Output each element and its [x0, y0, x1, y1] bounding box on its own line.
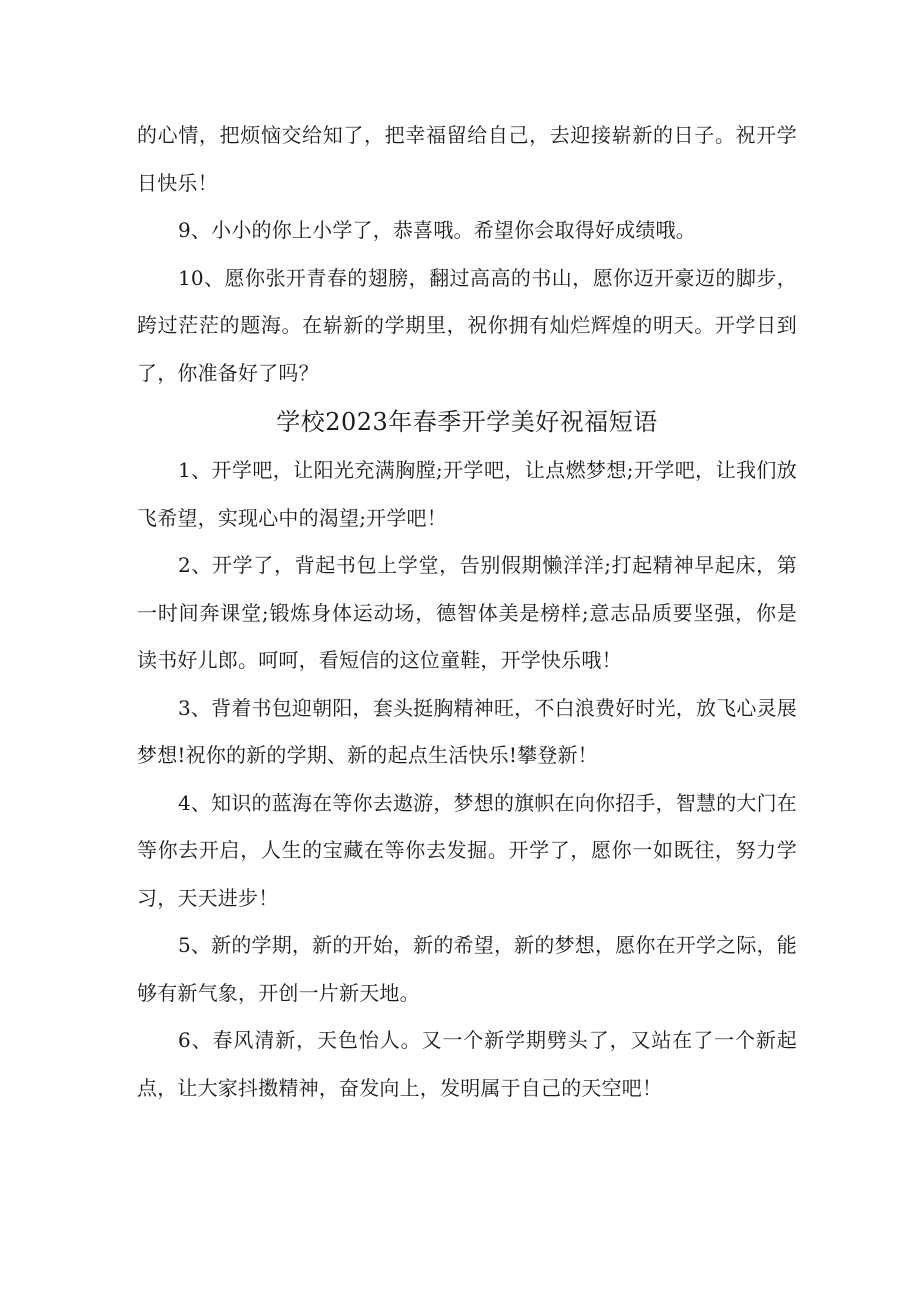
section-title: 学校2023年春季开学美好祝福短语 [276, 408, 658, 436]
blessing-item-3: 3、背着书包迎朝阳，套头挺胸精神旺，不白浪费好时光，放飞心灵展梦想!祝你的新的学期、新的起点生活快乐!攀登新！ [137, 695, 797, 767]
blessing-item-6: 6、春风清新，天色怡人。又一个新学期劈头了，又站在了一个新起点，让大家抖擞精神，奋发向上，发明属于自己的天空吧！ [137, 1028, 797, 1100]
blessing-item-5: 5、新的学期，新的开始，新的希望，新的梦想，愿你在开学之际，能够有新气象，开创一片新天地。 [137, 933, 797, 1005]
wish-item-9: 9、小小的你上小学了，恭喜哦。希望你会取得好成绩哦。 [178, 218, 696, 242]
blessing-item-2: 2、开学了，背起书包上学堂，告别假期懒洋洋;打起精神早起床，第一时间奔课堂;锻炼身体运动场，德智体美是榜样;意志品质要坚强，你是读书好儿郎。呵呵，看短信的这位童鞋，开学快乐哦！ [137, 553, 797, 672]
continuation-paragraph: 的心情，把烦恼交给知了，把幸福留给自己，去迎接崭新的日子。祝开学日快乐！ [137, 123, 797, 195]
blessing-item-4: 4、知识的蓝海在等你去遨游，梦想的旗帜在向你招手，智慧的大门在等你去开启，人生的宝藏在等你去发掘。开学了，愿你一如既往，努力学习，天天进步！ [137, 790, 797, 910]
blessing-item-1: 1、开学吧，让阳光充满胸膛;开学吧，让点燃梦想;开学吧，让我们放飞希望，实现心中的渴望;开学吧！ [137, 458, 797, 530]
wish-item-10: 10、愿你张开青春的翅膀，翻过高高的书山，愿你迈开豪迈的脚步，跨过茫茫的题海。在崭新的学期里，祝你拥有灿烂辉煌的明天。开学日到了，你准备好了吗？ [137, 265, 797, 385]
document-body [137, 112, 797, 1112]
